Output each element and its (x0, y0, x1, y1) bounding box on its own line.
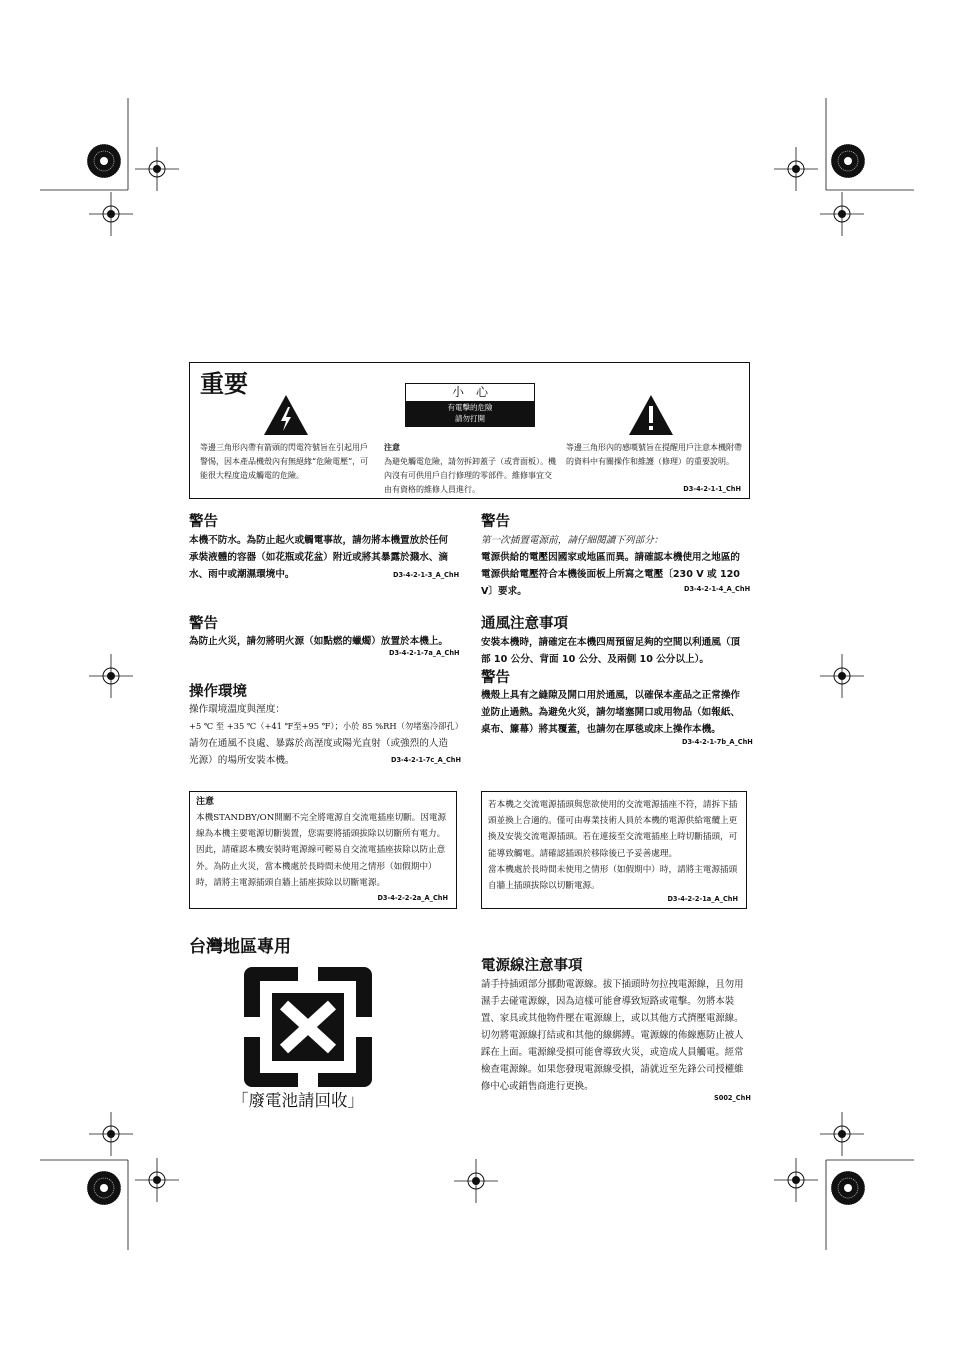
lightning-explanation: 等邊三角形內帶有箭頭的閃電符號旨在引起用戶警惕，因本產品機殼內有無絕緣“危險電壓”，可能很大程度造成觸電的危險。 (200, 443, 369, 480)
warning-water-heading: 警告 (189, 514, 218, 530)
code-notice1: D3-4-2-2-2a_A_ChH (377, 894, 448, 902)
notice-standby-box (189, 791, 457, 909)
warning-water-text: 本機不防水。為防止起火或觸電事故，請勿將本機置放於任何承裝液體的容器（如花瓶或花盆）附近或將其暴露於濺水、滴水、雨中或潮濕環境中。 (189, 535, 449, 580)
warning-fire-heading: 警告 (189, 616, 218, 632)
caution-label (405, 383, 535, 427)
warning-voltage-heading: 警告 (481, 514, 510, 530)
note-text: 為避免觸電危險，請勿拆卸蓋子（或背面板）。機內沒有可供用戶自行修理的零部件。維修事宜交由有資格的維修人員進行。 (384, 457, 556, 494)
warning-fire-text: 為防止火災，請勿將明火源（如點燃的蠟燭）放置於本機上。 (189, 636, 449, 647)
note-heading: 注意 (384, 443, 400, 452)
notice-plug-box (481, 791, 747, 909)
notice-standby-heading: 注意 (196, 797, 215, 807)
code-vent: D3-4-2-1-7b_A_ChH (682, 738, 753, 746)
warning-voltage-text: 電源供給的電壓因國家或地區而異。請確認本機使用之地區的電源供給電壓符合本機後面板上所寫之電壓〔230 V 或 120 V〕要求。 (481, 552, 741, 597)
code-important: D3-4-2-1-1_ChH (683, 485, 741, 493)
exclamation-warning-icon (627, 393, 675, 437)
ventilation-text: 安裝本機時，請確定在本機四周預留足夠的空間以利通風（頂部 10 公分、背面 10 公分、及兩側 10 公分以上）。 (481, 637, 741, 665)
notice-plug-text: 若本機之交流電源插頭與您欲使用的交流電源插座不符，請拆下插頭並換上合適的。僅可由專業技術人員於本機的電源供給電纜上更換及安裝交流電源插頭。若在連接至交流電插座上時切斷插頭，可能導致觸電。請確認插頭於移除後已予妥善處理。 (488, 800, 738, 859)
caution-line1: 有電擊的危險 (447, 403, 493, 412)
code-env: D3-4-2-1-7c_A_ChH (391, 756, 462, 764)
env-heading: 操作環境 (189, 684, 247, 700)
ventilation-warning-text: 機殼上具有之縫隙及開口用於通風，以確保本產品之正常操作並防止過熱。為避免火災，請勿堵塞開口或用物品（如報紙、桌布、簾幕）將其覆蓋，也請勿在厚毯或床上操作本機。 (481, 690, 741, 735)
notice-plug-text2: 當本機處於長時間未使用之情形（如假期中）時，請將主電源插頭自牆上插頭拔除以切斷電源。 (488, 864, 738, 892)
code-warn3: D3-4-2-1-7a_A_ChH (389, 649, 460, 657)
ventilation-heading: 通風注意事項 (481, 616, 568, 632)
important-box (189, 362, 750, 499)
caution-title: 小 心 (451, 385, 488, 399)
power-cord-text: 請手持插頭部分挪動電源線。拔下插頭時勿拉拽電源線，且勿用濕手去碰電源線，因為這樣可能會導致短路或電擊。勿將本裝置、家具或其他物件壓在電源線上，或以其他方式擠壓電源線。切勿將電源線打結或和其他的線綁縛。電源線的佈線應防止被人踩在上面。電源線受損可能會導致火災，或造成人員觸電。經常檢查電源線。如果您發現電源線受損，請就近至先鋒公司授權維修中心或銷售商進行更換。 (481, 979, 744, 1092)
exclamation-explanation: 等邊三角形內的感嘆號旨在提醒用戶注意本機附帶的資料中有關操作和維護（修理）的重要說明。 (566, 443, 742, 466)
lightning-warning-icon (262, 393, 310, 437)
code-cord: S002_ChH (714, 1094, 751, 1102)
caution-line2: 請勿打開 (455, 414, 485, 423)
battery-recycle-icon (244, 967, 372, 1087)
notice-standby-text: 本機STANDBY/ON開關不完全將電源自交流電插座切斷。因電源線為本機主要電源切斷裝置，您需要將插頭拔除以切斷所有電力。因此，請確認本機安裝時電源線可輕易自交流電插座拔除以防止意外。為防止火災，當本機處於長時間未使用之情形（如假期中）時，請將主電源插頭自牆上插座拔除以切斷電源。 (196, 813, 447, 888)
code-warn2: D3-4-2-1-4_A_ChH (684, 585, 751, 593)
env-line2: +5 ℃ 至 +35 ℃（+41 ℉至+95 ℉）；小於 85 %RH（勿堵塞冷卻孔） (189, 721, 464, 731)
warning-fire-section (189, 615, 457, 650)
power-cord-section (481, 957, 749, 1095)
env-line1: 操作環境溫度與溼度： (189, 704, 285, 715)
power-cord-heading: 電源線注意事項 (481, 958, 583, 974)
ventilation-section (481, 615, 749, 738)
warning-voltage-intro: 第一次插置電源前，請仔細閱讀下列部分： (481, 535, 664, 546)
code-notice2: D3-4-2-2-1a_A_ChH (667, 895, 738, 903)
env-text: 請勿在通風不良處、暴露於高溼度或陽光直射（或強烈的人造光源）的場所安裝本機。 (189, 738, 449, 766)
ventilation-warning-heading: 警告 (481, 670, 510, 686)
taiwan-heading: 台灣地區專用 (189, 937, 291, 957)
code-warn1: D3-4-2-1-3_A_ChH (393, 571, 460, 579)
battery-recycle-caption: 「廢電池請回收」 (232, 1091, 364, 1110)
important-title: 重要 (200, 370, 248, 398)
